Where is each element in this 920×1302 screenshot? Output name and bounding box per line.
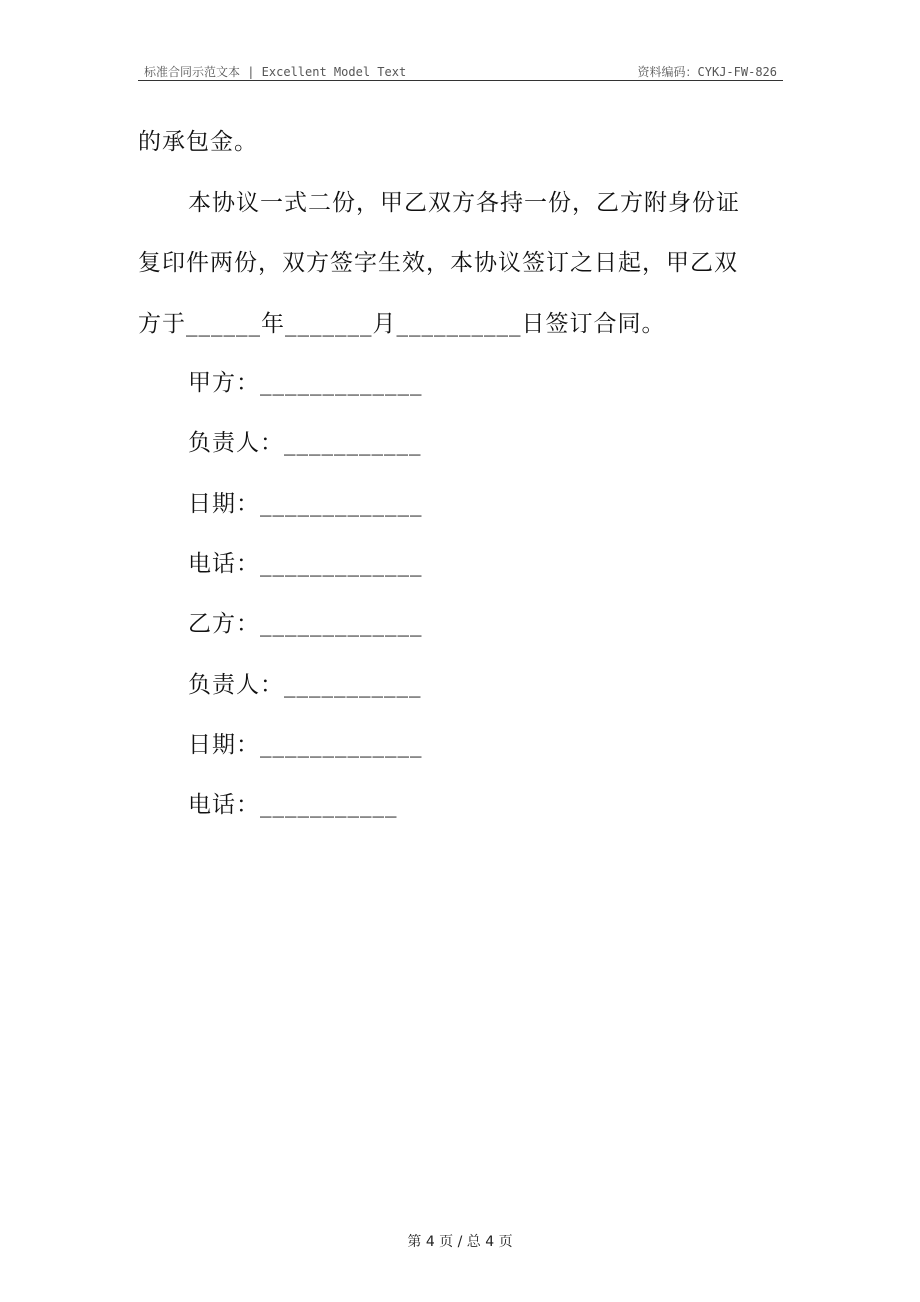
document-code: 资料编码：CYKJ-FW-826 <box>637 65 777 79</box>
date-suffix: 日签订合同。 <box>521 311 666 337</box>
day-blank[interactable]: __________ <box>396 311 522 337</box>
party-b-phone-field[interactable]: ___________ <box>260 792 398 818</box>
year-label: 年 <box>261 311 285 337</box>
party-b-manager-field[interactable]: ___________ <box>284 672 422 698</box>
body-line-1: 的承包金。 <box>138 129 258 155</box>
month-blank[interactable]: _______ <box>285 311 373 337</box>
party-b-date-field[interactable]: _____________ <box>260 732 423 758</box>
party-a-phone-label: 电话： <box>188 551 260 577</box>
page-footer: 第 4 页 / 总 4 页 <box>407 1234 513 1250</box>
party-b-manager-row <box>188 670 422 700</box>
date-prefix: 方于 <box>138 311 186 337</box>
party-a-manager-row <box>188 428 422 458</box>
month-label: 月 <box>372 311 397 337</box>
party-a-date-label: 日期： <box>188 491 260 517</box>
party-a-label: 甲方： <box>188 370 260 396</box>
party-b-date-label: 日期： <box>188 732 260 758</box>
party-b-phone-label: 电话： <box>188 792 260 818</box>
party-b-label: 乙方： <box>188 611 260 637</box>
body-line-2: 本协议一式二份，甲乙双方各持一份，乙方附身份证 <box>188 190 740 216</box>
party-b-phone-row <box>188 790 398 820</box>
party-b-date-row <box>188 730 423 760</box>
party-a-row <box>188 368 423 398</box>
party-a-phone-row <box>188 549 423 579</box>
party-a-manager-label: 负责人： <box>188 430 284 456</box>
year-blank[interactable]: ______ <box>186 311 261 337</box>
body-line-4 <box>138 294 768 354</box>
header-title: 标准合同示范文本 | Excellent Model Text <box>144 65 407 79</box>
page-header <box>138 62 783 81</box>
party-a-field[interactable]: _____________ <box>260 370 423 396</box>
party-a-phone-field[interactable]: _____________ <box>260 551 423 577</box>
body-line-3: 复印件两份，双方签字生效，本协议签订之日起，甲乙双 <box>138 250 738 276</box>
party-b-manager-label: 负责人： <box>188 672 284 698</box>
party-a-manager-field[interactable]: ___________ <box>284 430 422 456</box>
party-b-field[interactable]: _____________ <box>260 611 423 637</box>
party-b-row <box>188 609 423 639</box>
party-a-date-field[interactable]: _____________ <box>260 491 423 517</box>
party-a-date-row <box>188 489 423 519</box>
